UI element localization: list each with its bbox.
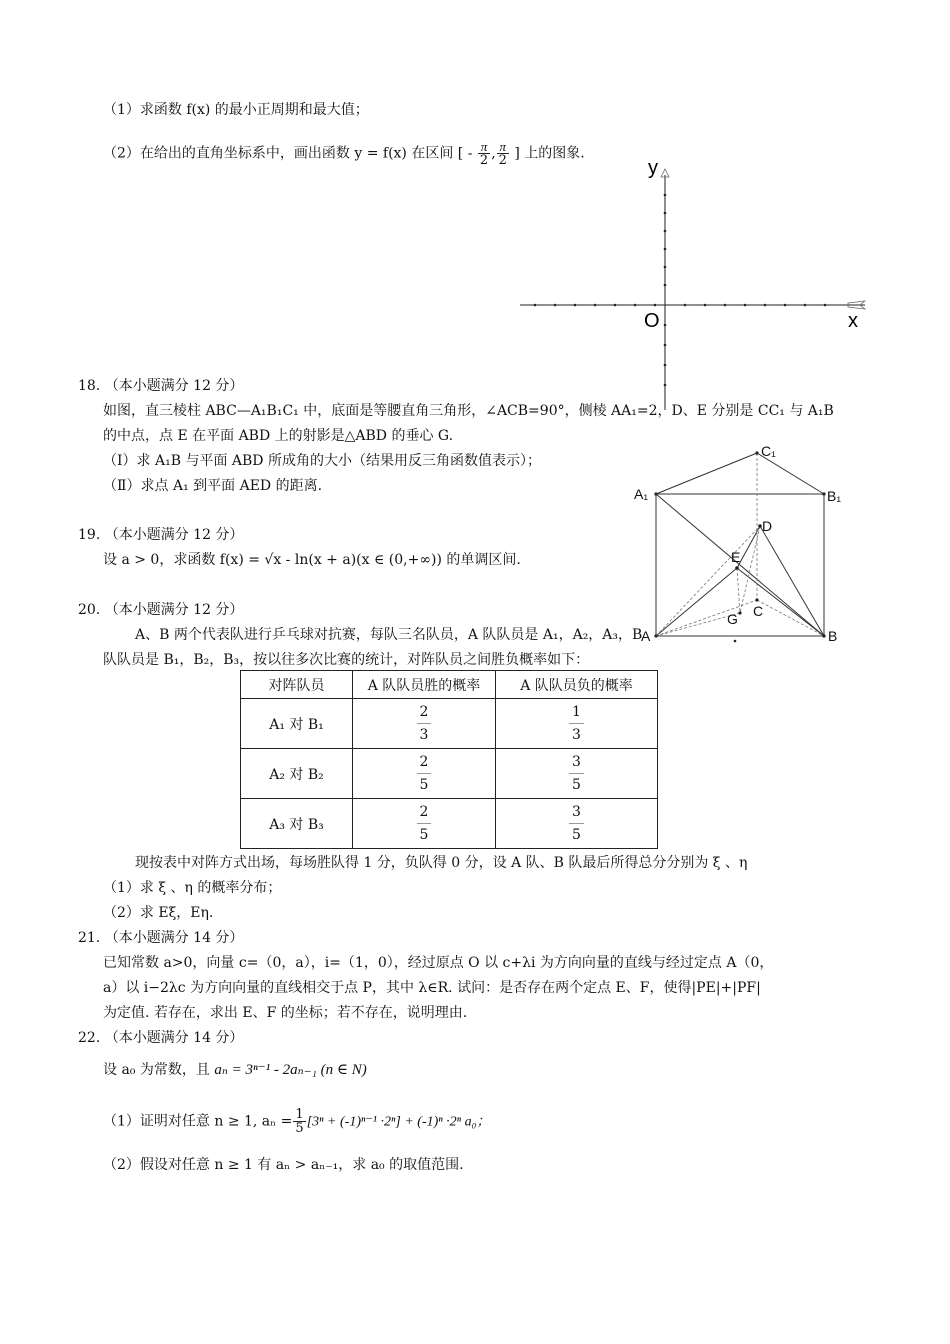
q17-part2: （2）在给出的直角坐标系中，画出函数 y = f(x) 在区间 [ - $\frac{\pi}{2}$ , $\frac{\pi}{2}$ ] 上的图象. [103,139,585,168]
table-row [241,699,658,749]
q21-line1: 已知常数 a>0，向量 c=（0，a），i=（1，0），经过原点 O 以 c+λi 为方向向量的直线与经过定点 A（0， [103,955,774,971]
one-fifth-fraction: $\frac{1}{5}$ [295,1107,304,1136]
prism-figure [620,435,850,655]
q18-header: 18. （本小题满分 12 分） [78,378,244,394]
q18-line1: 如图，直三棱柱 ABC—A₁B₁C₁ 中，底面是等腰直角三角形，∠ACB=90°，侧棱 AA₁=2，D、E 分别是 CC₁ 与 A₁B [103,403,834,419]
pi-over-2-right: $\frac{\pi}{2}$ [498,139,507,168]
label-d: D [762,518,773,534]
q17-part1: （1）求函数 f(x) 的最小正周期和最大值； [103,102,369,118]
win-prob-cell: $\frac{2}{3}$ [353,699,496,749]
probability-table [240,670,658,849]
q20-line5: （2）求 Eξ，Eη. [103,905,214,921]
q22-line2 [103,1108,490,1135]
q20-header: 20. （本小题满分 12 分） [78,602,244,618]
label-b: B [828,628,838,644]
q22-line3: （2）假设对任意 n ≥ 1 有 aₙ > aₙ₋₁，求 a₀ 的取值范围. [103,1157,464,1173]
q18-line2: 的中点，点 E 在平面 ABD 上的射影是△ABD 的垂心 G. [103,428,454,444]
q18-line4: （Ⅱ）求点 A₁ 到平面 AED 的距离. [103,478,323,494]
q20-line4: （1）求 ξ 、η 的概率分布； [103,880,282,896]
q20-line2: 队队员是 B₁，B₂，B₃，按以往多次比赛的统计，对阵队员之间胜负概率如下： [103,652,590,668]
q19-header: 19. （本小题满分 12 分） [78,527,244,543]
pi-over-2-left: $\frac{\pi}{2}$ [479,139,489,168]
q20-line3: 现按表中对阵方式出场，每场胜队得 1 分，负队得 0 分，设 A 队、B 队最后所得总分分别为 ξ 、η [135,855,748,871]
y-axis-label: y [648,157,658,179]
q19-line1: 设 a > 0，求函数 f(x) = √x - ln(x + a)(x ∈ (0,+∞)) 的单调区间. [103,552,521,568]
table-header-match: 对阵队员 [241,671,353,699]
win-prob-cell: $\frac{2}{5}$ [353,749,496,799]
q21-header: 21. （本小题满分 14 分） [78,930,244,946]
label-c: C [753,603,764,619]
label-b1: B₁ [827,488,842,504]
label-e: E [731,549,741,565]
origin-label: O [644,310,660,332]
match-cell: A₁ 对 B₁ [241,699,353,749]
lose-prob-cell: $\frac{3}{5}$ [496,799,658,849]
q21-line2: a）以 i−2λc 为方向向量的直线相交于点 P，其中 λ∈R. 试问：是否存在两个定点 E、F，使得|PE|+|PF| [103,980,761,996]
lose-prob-cell: $\frac{1}{3}$ [496,699,658,749]
q22-formula: [3ⁿ + (-1)ⁿ⁻¹ ·2ⁿ] + (-1)ⁿ ·2ⁿ a₀； [306,1114,491,1130]
table-row [241,799,658,849]
table-header-win: A 队队员胜的概率 [353,671,496,699]
match-cell: A₂ 对 B₂ [241,749,353,799]
label-a1: A₁ [634,486,649,502]
q17-part2-text: （2）在给出的直角坐标系中，画出函数 y = f(x) 在区间 [ - [103,145,473,162]
q22-header: 22. （本小题满分 14 分） [78,1030,244,1046]
label-c1: C₁ [761,443,776,459]
label-a: A [641,628,651,644]
label-g: G [727,611,738,627]
win-prob-cell: $\frac{2}{5}$ [353,799,496,849]
q18-line3: （Ⅰ）求 A₁B 与平面 ABD 所成角的大小（结果用反三角函数值表示）； [103,453,541,469]
lose-prob-cell: $\frac{3}{5}$ [496,749,658,799]
table-header-lose: A 队队员负的概率 [496,671,658,699]
q22-line2-text: （1）证明对任意 n ≥ 1, aₙ = [103,1113,293,1130]
table-row [241,749,658,799]
q22-line1-text: 设 a₀ 为常数，且 [103,1062,210,1078]
match-cell: A₃ 对 B₃ [241,799,353,849]
table-header-row [241,671,658,699]
q17-part2-tail: ] 上的图象. [514,145,585,162]
q22-line1 [103,1060,367,1080]
q20-line1: A、B 两个代表队进行乒乓球对抗赛，每队三名队员，A 队队员是 A₁，A₂，A₃，B [135,627,643,643]
coordinate-system [510,155,880,410]
x-axis-label: x [848,310,858,332]
q22-recurrence: aₙ = 3ⁿ⁻¹ - 2aₙ₋₁ (n ∈ N) [214,1062,367,1078]
q21-line3: 为定值. 若存在，求出 E、F 的坐标；若不存在，说明理由. [103,1005,468,1021]
